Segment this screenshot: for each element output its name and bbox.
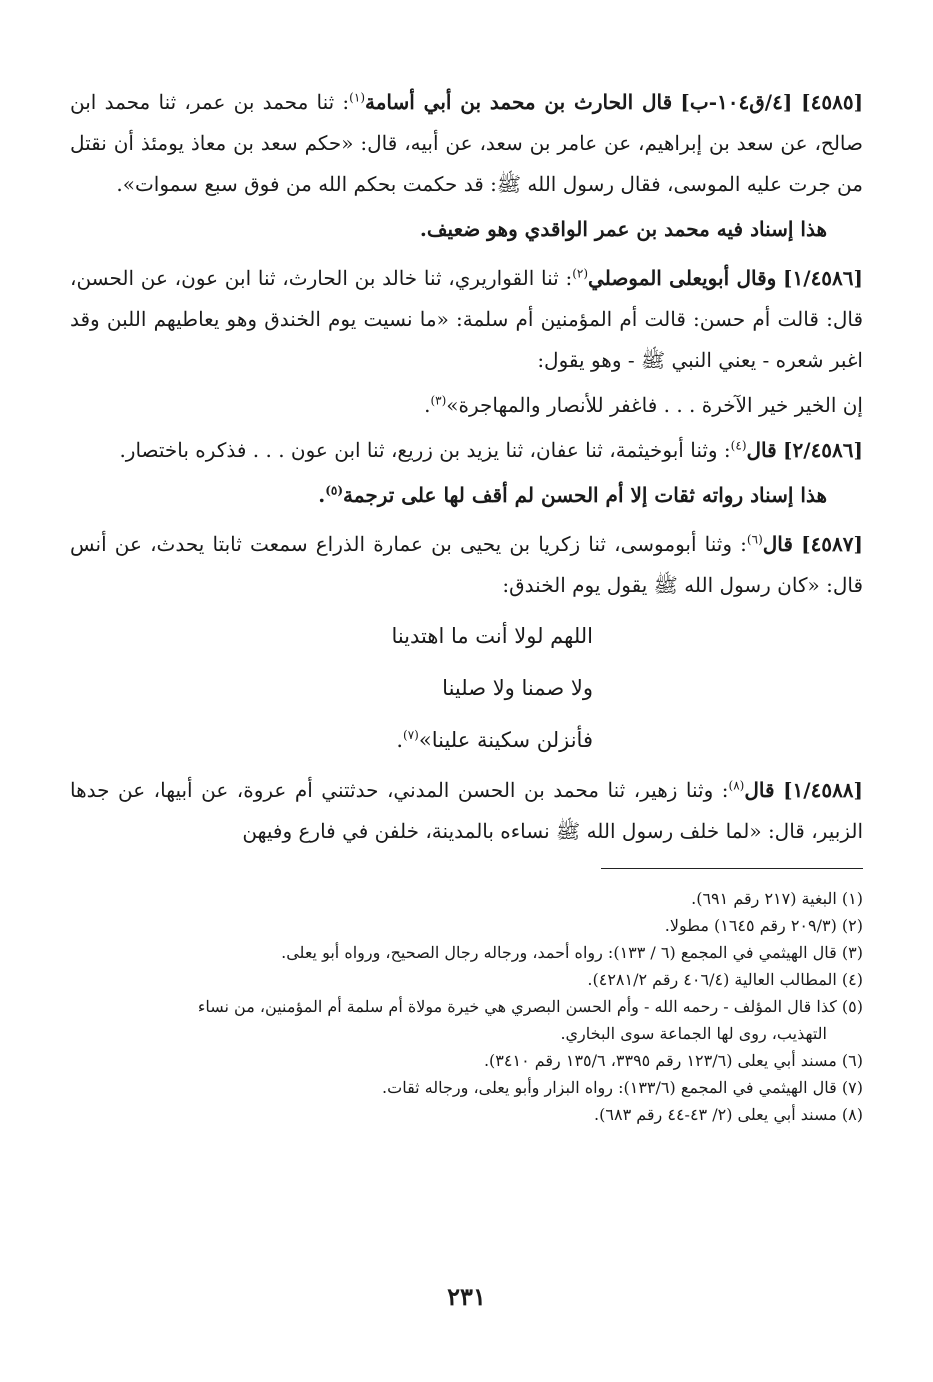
hadith-ref: [١/٤٥٨٨] xyxy=(783,778,864,802)
hadith-intro: وقال أبويعلى الموصلي xyxy=(588,266,777,290)
footnote-continuation xyxy=(70,1020,863,1047)
hadith-intro: قال الحارث بن محمد بن أبي أسامة xyxy=(365,90,673,114)
comment-text: هذا إسناد رواته ثقات إلا أم الحسن لم أقف لها على ترجمة xyxy=(343,483,827,507)
footnote-marker[interactable]: (٣) xyxy=(430,393,447,408)
hadith-4587 xyxy=(70,524,863,606)
footnote-divider xyxy=(601,868,863,869)
hadith-text: : وثنا زهير، ثنا محمد بن الحسن المدني، حدثتني أم عروة، عن أبيها، عن جدها الزبير، قال: «لما خلف رسول الله ﷺ نساءه بالمدينة، خلفن في فارع وفيهن xyxy=(70,778,863,843)
hadith-ref: [١/٤٥٨٦] xyxy=(783,266,863,290)
footnote: (١) البغية (٢١٧ رقم ٦٩١). xyxy=(691,889,863,908)
comment-text: هذا إسناد فيه محمد بن عمر الواقدي وهو ضعيف. xyxy=(419,217,827,241)
hadith-ref: [٤٥٨٥] [٤/ق١٠٤-ب] xyxy=(680,90,864,114)
footnote-marker[interactable]: (٧) xyxy=(403,728,419,742)
poetry-text: إن الخير خير الآخرة . . . فاغفر للأنصار والمهاجرة» xyxy=(446,393,863,417)
footnote-marker[interactable]: (٥) xyxy=(325,483,344,498)
footnote-marker[interactable]: (٢) xyxy=(572,266,589,281)
footnote-continuation-text: التهذيب، روى لها الجماعة سوى البخاري. xyxy=(560,1024,827,1043)
hadith-4586-2 xyxy=(70,430,863,471)
hadith-text: : ثنا القواريري، ثنا خالد بن الحارث، ثنا ابن عون، عن الحسن، قال: قالت أم حسن: قالت أم المؤمنين أم سلمة: «ما نسيت يوم الخندق وهو يعاطيهم اللبن وقد اغبر شعره - يعني النبي ﷺ - وهو يقول: xyxy=(70,266,863,372)
footnote: (٥) كذا قال المؤلف - رحمه الله - وأم الحسن البصري هي خيرة مولاة أم سلمة أم المؤمنين، من نساء xyxy=(197,997,863,1016)
poetry-line xyxy=(70,385,863,426)
author-comment xyxy=(70,209,863,250)
hadith-4585 xyxy=(70,82,863,205)
footnotes xyxy=(70,885,863,1128)
hadith-intro: قال xyxy=(746,438,777,462)
hadith-text: : وثنا أبوموسى، ثنا زكريا بن يحيى بن عمارة الذراع سمعت ثابتا يحدث، عن أنس قال: «كان رسول الله ﷺ يقول يوم الخندق: xyxy=(70,532,863,597)
footnote-marker[interactable]: (١) xyxy=(349,90,365,105)
footnote: (٤) المطالب العالية (٤٠٦/٤ رقم ٤٢٨١/٢). xyxy=(587,970,863,989)
hadith-4586-1 xyxy=(70,258,863,381)
hadith-intro: قال xyxy=(744,778,775,802)
hadith-intro: قال xyxy=(762,532,793,556)
verse-line: اللهم لولا أنت ما اهتدينا xyxy=(391,624,593,648)
verse-line: ولا صمنا ولا صلينا xyxy=(442,676,593,700)
hadith-4588-1 xyxy=(70,770,863,852)
page-content xyxy=(70,82,863,1128)
footnote: (٧) قال الهيثمي في المجمع (١٣٣/٦): رواه البزار وأبو يعلى، ورجاله ثقات. xyxy=(382,1078,863,1097)
footnote-marker[interactable]: (٦) xyxy=(746,532,763,547)
punctuation: . xyxy=(318,483,326,507)
footnote: (٣) قال الهيثمي في المجمع (٦ / ١٣٣): رواه أحمد، ورجاله رجال الصحيح، ورواه أبو يعلى. xyxy=(281,943,863,962)
footnote-marker[interactable]: (٤) xyxy=(730,438,747,453)
footnote: (٢) (٢٠٩/٣ رقم ١٦٤٥) مطولا. xyxy=(664,916,863,935)
punctuation: . xyxy=(396,728,404,752)
poem-verses xyxy=(70,610,863,766)
hadith-ref: [٤٥٨٧] xyxy=(801,532,863,556)
verse-line xyxy=(73,714,593,766)
punctuation: . xyxy=(424,393,431,417)
footnote: (٦) مسند أبي يعلى (١٢٣/٦ رقم ٣٣٩٥، ١٣٥/٦ رقم ٣٤١٠). xyxy=(483,1051,863,1070)
page-number: ٢٣١ xyxy=(447,1282,486,1311)
hadith-text: : ثنا محمد بن عمر، ثنا محمد ابن صالح، عن سعد بن إبراهيم، عن عامر بن سعد، عن أبيه، قال: «حكم سعد بن معاذ يومئذ أن نقتل من جرت عليه الموسى، فقال رسول الله ﷺ: قد حكمت بحكم الله من فوق سبع سموات». xyxy=(70,90,863,196)
hadith-ref: [٢/٤٥٨٦] xyxy=(783,438,863,462)
author-comment xyxy=(70,475,863,516)
footnote-marker[interactable]: (٨) xyxy=(728,778,745,793)
verse-text: فأنزلن سكينة علينا» xyxy=(418,728,593,752)
hadith-text: : وثنا أبوخيثمة، ثنا عفان، ثنا يزيد بن زريع، ثنا ابن عون . . . فذكره باختصار. xyxy=(119,438,731,462)
footnote: (٨) مسند أبي يعلى (٢/ ٤٣-٤٤ رقم ٦٨٣). xyxy=(594,1105,863,1124)
